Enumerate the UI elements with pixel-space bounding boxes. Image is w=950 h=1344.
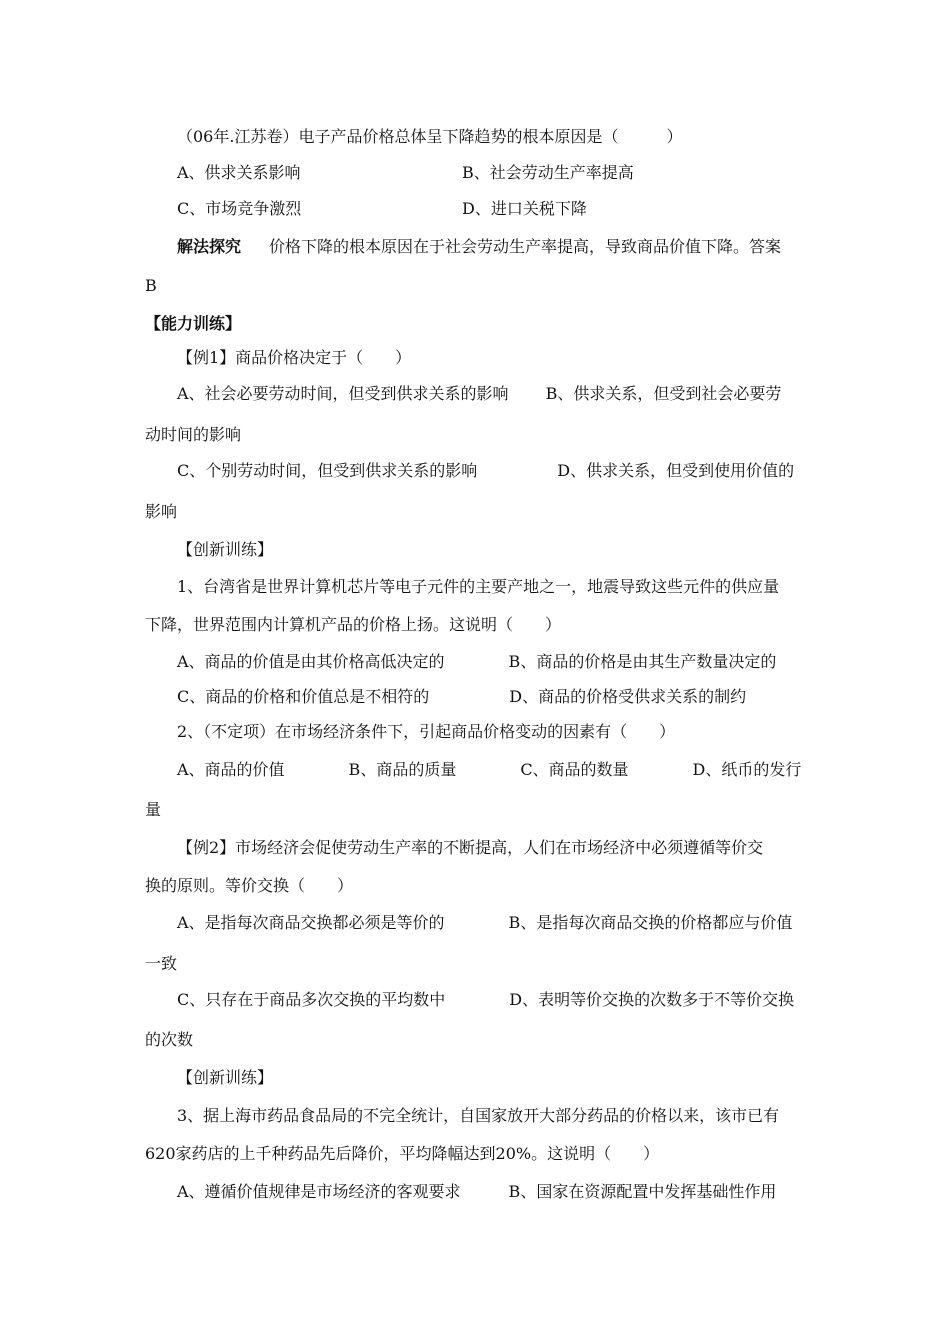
ex1-options-ab: A、社会必要劳动时间，但受到供求关系的影响 B、供求关系，但受到社会必要劳 <box>177 384 782 403</box>
ex2-options-cd-cont: 的次数 <box>145 1030 194 1049</box>
q0-option-c: C、市场竞争激烈 <box>177 199 302 218</box>
ex1-options-ab-cont: 动时间的影响 <box>145 425 242 444</box>
q2-stem: 2、（不定项）在市场经济条件下，引起商品价格变动的因素有（ ） <box>177 722 676 741</box>
ex1-stem: 【例1】商品价格决定于（ ） <box>177 348 412 367</box>
q3-options-ab: A、遵循价值规律是市场经济的客观要求 B、国家在资源配置中发挥基础性作用 <box>177 1182 777 1201</box>
innovation-heading-1: 【创新训练】 <box>177 540 274 559</box>
q0-option-b: B、社会劳动生产率提高 <box>462 163 634 182</box>
q1-options-cd: C、商品的价格和价值总是不相符的 D、商品的价格受供求关系的制约 <box>177 687 747 706</box>
ex1-options-cd: C、个别劳动时间，但受到供求关系的影响 D、供求关系，但受到使用价值的 <box>177 461 795 480</box>
ex1-options-cd-cont: 影响 <box>145 502 178 521</box>
ex2-stem-line1: 【例2】市场经济会促使劳动生产率的不断提高，人们在市场经济中必须遵循等价交 <box>177 838 764 857</box>
ex2-options-ab-cont: 一致 <box>145 954 178 973</box>
q0-option-a: A、供求关系影响 <box>177 163 301 182</box>
q2-options: A、商品的价值 B、商品的质量 C、商品的数量 D、纸币的发行 <box>177 760 802 779</box>
innovation-heading-2: 【创新训练】 <box>177 1068 274 1087</box>
q0-option-d: D、进口关税下降 <box>462 199 587 218</box>
analysis-label: 解法探究 <box>177 237 242 256</box>
q1-stem-line1: 1、台湾省是世界计算机芯片等电子元件的主要产地之一，地震导致这些元件的供应量 <box>177 577 780 596</box>
q1-stem-line2: 下降，世界范围内计算机产品的价格上扬。这说明（ ） <box>145 615 562 634</box>
q2-options-cont: 量 <box>145 800 162 819</box>
ex2-options-ab: A、是指每次商品交换都必须是等价的 B、是指每次商品交换的价格都应与价值 <box>177 913 793 932</box>
q3-stem-line1: 3、据上海市药品食品局的不完全统计，自国家放开大部分药品的价格以来，该市已有 <box>177 1106 780 1125</box>
analysis-text: 价格下降的根本原因在于社会劳动生产率提高，导致商品价值下降。答案 <box>269 237 782 256</box>
analysis-line <box>177 237 781 257</box>
ex2-stem-line2: 换的原则。等价交换（ ） <box>145 876 354 895</box>
q1-options-ab: A、商品的价值是由其价格高低决定的 B、商品的价格是由其生产数量决定的 <box>177 652 777 671</box>
q3-stem-line2: 620家药店的上千种药品先后降价，平均降幅达到20%。这说明（ ） <box>145 1144 660 1163</box>
ex2-options-cd: C、只存在于商品多次交换的平均数中 D、表明等价交换的次数多于不等价交换 <box>177 990 795 1009</box>
analysis-answer: B <box>145 276 157 295</box>
q0-stem: （06年.江苏卷）电子产品价格总体呈下降趋势的根本原因是（ ） <box>177 127 683 146</box>
section-heading-ability: 【能力训练】 <box>145 314 242 333</box>
